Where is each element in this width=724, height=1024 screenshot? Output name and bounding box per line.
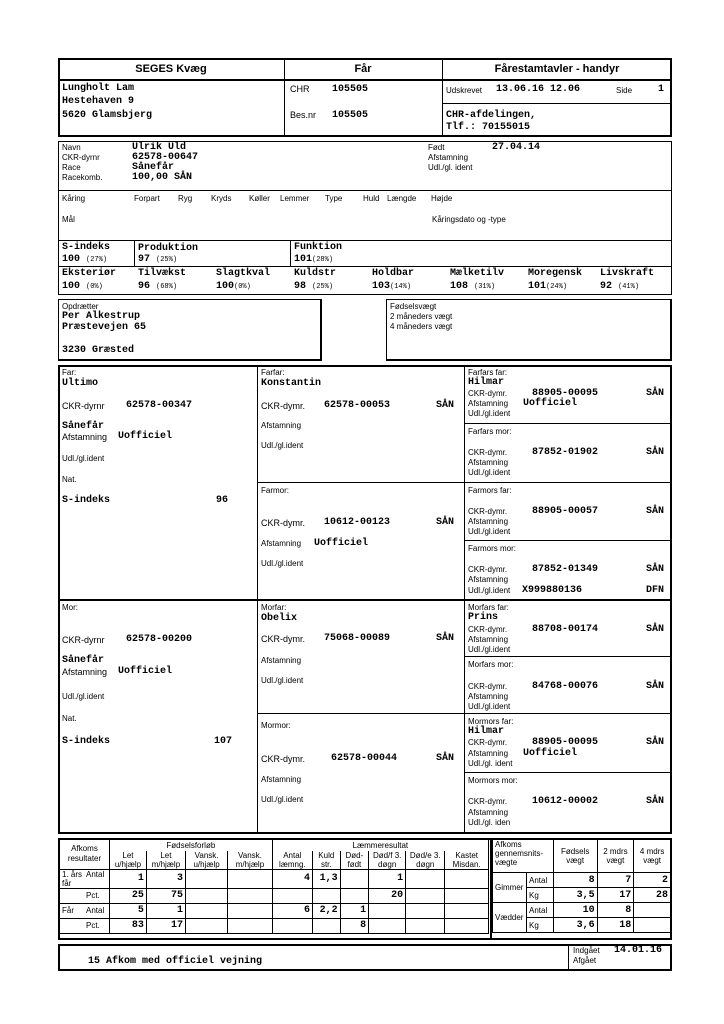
far-label: Far: — [62, 368, 77, 377]
ff-far-name: Hilmar — [468, 377, 505, 388]
ff-far-ckr-label: CKR-dymr. — [468, 389, 508, 398]
kaaring-huld: Huld — [363, 194, 380, 203]
mormor-race: SÅN — [436, 753, 455, 764]
ff-far-label: Farfars far: — [468, 368, 508, 377]
index-livskraft-value: 92 (41%) — [600, 281, 640, 292]
index-kuldstr-label: Kuldstr — [294, 268, 337, 279]
mor-afst-label: Afstamning — [62, 667, 108, 677]
cell — [340, 869, 369, 888]
mf-far-race: SÅN — [646, 624, 665, 635]
mf-far-udl-label: Udl./gl.ident — [468, 645, 511, 654]
kaaring-ryg: Ryg — [178, 194, 193, 203]
mm-far-udl-label: Udl./gl. ident — [468, 759, 513, 768]
print-datetime: 13.06.16 12.06 — [496, 84, 581, 95]
index-holdbar-label: Holdbar — [372, 268, 415, 279]
farmor-afst-label: Afstamning — [261, 539, 302, 548]
row-type: Antal — [86, 906, 105, 915]
header-title: Fårestamtavler - handyr — [494, 63, 620, 75]
farfar-udl-label: Udl./gl.ident — [261, 441, 304, 450]
morfar-afst-label: Afstamning — [261, 656, 302, 665]
print-label: Udskrevet — [446, 86, 483, 95]
cell: 3,5 — [553, 888, 597, 903]
row-group: 1. års får — [62, 869, 83, 888]
col-vansk-m: Vansk. m/hjælp — [228, 851, 272, 870]
mm-far-ckr: 88905-00095 — [532, 737, 599, 748]
row-type: Antal — [527, 903, 554, 918]
cell: 17 — [597, 888, 634, 903]
cell: 1 — [146, 903, 185, 918]
index-slagtkval-label: Slagtkval — [216, 268, 271, 279]
row-type: Pct. — [86, 921, 100, 930]
offspring-laem-head: Læmmeresultat — [272, 840, 488, 851]
ff-mor-ckr-label: CKR-dymr. — [468, 448, 508, 457]
mor-ckr-label: CKR-dyrnr — [62, 635, 105, 645]
mm-mor-label: Mormors mor: — [468, 776, 518, 785]
sindeks-value: 100 (27%) — [62, 254, 108, 265]
kaaring-hojde: Højde — [431, 194, 453, 203]
row-group: Gimmer — [493, 873, 527, 903]
mm-far-race: SÅN — [646, 737, 665, 748]
cell: 4 — [272, 869, 312, 888]
index-eksterior-value: 100 (0%) — [62, 281, 103, 292]
far-ckr: 62578-00347 — [126, 400, 193, 411]
mor-sindeks: 107 — [214, 736, 233, 747]
offspring-table — [59, 839, 489, 934]
cell: 83 — [110, 918, 147, 933]
offspring-afkoms: Afkoms — [71, 844, 98, 854]
funktion-label: Funktion — [294, 242, 343, 253]
fm-mor-afst-label: Afstamning — [468, 575, 509, 584]
far-sindeks-label: S-indeks — [62, 495, 111, 506]
index-moregensk-value: 101(24%) — [528, 281, 568, 292]
row-type: Antal — [527, 873, 554, 888]
mor-sindeks-label: S-indeks — [62, 736, 111, 747]
cell: 5 — [110, 903, 147, 918]
cell: 3,6 — [553, 918, 597, 933]
far-name: Ultimo — [62, 378, 99, 389]
owner-line3: 5620 Glamsbjerg — [62, 110, 153, 121]
offspring-foedsel-head: Fødselsforløb — [110, 840, 273, 851]
footer-text: 15 Afkom med officiel vejning — [88, 956, 263, 967]
cell — [272, 888, 312, 903]
produktion-label: Produktion — [138, 243, 199, 254]
cell: 7 — [597, 873, 634, 888]
col-doedfoedt: Død-født — [340, 851, 369, 870]
fm-far-ckr: 88905-00057 — [532, 506, 599, 517]
index-livskraft-label: Livskraft — [600, 268, 655, 279]
breeder-addr: Præstevejen 65 — [62, 322, 147, 333]
animal-born: 27.04.14 — [492, 142, 541, 153]
farmor-udl-label: Udl./gl.ident — [261, 559, 304, 568]
mm-mor-udl-label: Udl./gl. iden — [468, 818, 511, 827]
animal-racekomb: 100,00 SÅN — [132, 172, 193, 183]
cell — [406, 903, 445, 918]
mormor-afst-label: Afstamning — [261, 775, 302, 784]
index-holdbar-value: 103(14%) — [372, 281, 412, 292]
mm-mor-ckr: 10612-00002 — [532, 796, 599, 807]
dept-line1: CHR-afdelingen, — [446, 110, 537, 121]
table-row — [493, 873, 671, 888]
fm-mor-udl-race: DFN — [646, 585, 665, 596]
cell — [228, 903, 272, 918]
animal-ckr: 62578-00647 — [132, 152, 199, 163]
row-type: Antal — [86, 869, 105, 879]
header-species: Får — [354, 63, 372, 75]
cell: 2 — [634, 873, 671, 888]
col-let-m: Let m/hjælp — [146, 851, 185, 870]
mf-far-name: Prins — [468, 612, 499, 623]
mor-afst: Uofficiel — [118, 666, 173, 677]
row-group — [60, 891, 86, 900]
mormor-udl-label: Udl./gl.ident — [261, 795, 304, 804]
mf-far-ckr: 88708-00174 — [532, 624, 599, 635]
mm-mor-afst-label: Afstamning — [468, 808, 509, 817]
kaaring-type: Type — [325, 194, 343, 203]
table-row — [60, 903, 489, 918]
far-udl-label: Udl./gl.ident — [62, 454, 105, 463]
far-ckr-label: CKR-dyrnr — [62, 401, 105, 411]
mf-mor-afst-label: Afstamning — [468, 692, 509, 701]
ff-far-afst: Uofficiel — [523, 398, 578, 409]
growth-4m-head: 4 mdrs vægt — [634, 840, 671, 873]
cell — [228, 888, 272, 903]
row-type: Pct. — [86, 891, 100, 900]
mormor-ckr: 62578-00044 — [331, 753, 398, 764]
mf-far-label: Morfars far: — [468, 603, 509, 612]
cell — [185, 888, 227, 903]
cell: 2,2 — [312, 903, 340, 918]
breeder-city: 3230 Græsted — [62, 345, 135, 356]
mm-far-afst-label: Afstamning — [468, 749, 509, 758]
ff-mor-race: SÅN — [646, 447, 665, 458]
cell: 75 — [146, 888, 185, 903]
farfar-race: SÅN — [436, 400, 455, 411]
cell — [185, 918, 227, 933]
morfar-ckr-label: CKR-dymr. — [261, 634, 306, 644]
funktion-value: 101(28%) — [294, 254, 334, 265]
morfar-name: Obelix — [261, 613, 298, 624]
mm-mor-ckr-label: CKR-dymr. — [468, 797, 508, 806]
cell — [369, 903, 406, 918]
udl-label: Udl./gl. ident — [428, 163, 473, 172]
col-let-u: Let u/hjælp — [110, 851, 147, 870]
fm-far-afst-label: Afstamning — [468, 517, 509, 526]
ff-far-race: SÅN — [646, 388, 665, 399]
col-antal-laemng: Antal læmng. — [272, 851, 312, 870]
ff-far-afst-label: Afstamning — [468, 399, 509, 408]
cell — [634, 903, 671, 918]
fm-far-label: Farmors far: — [468, 486, 512, 495]
cell — [228, 918, 272, 933]
fm-mor-udl-label: Udl./gl.ident — [468, 586, 511, 595]
chr-label: CHR — [290, 84, 310, 94]
fm-far-udl-label: Udl./gl.ident — [468, 527, 511, 536]
ff-mor-udl-label: Udl./gl.ident — [468, 468, 511, 477]
far-sindeks: 96 — [216, 495, 229, 506]
cell: 8 — [597, 903, 634, 918]
ff-far-ckr: 88905-00095 — [532, 388, 599, 399]
produktion-value: 97 (25%) — [138, 254, 178, 265]
mor-udl-label: Udl./gl.ident — [62, 692, 105, 701]
cell — [406, 888, 445, 903]
dept-line2: Tlf.: 70155015 — [446, 122, 531, 133]
mf-mor-label: Morfars mor: — [468, 660, 514, 669]
born-label: Født — [428, 143, 445, 152]
farfar-label: Farfar: — [261, 368, 285, 377]
farfar-afst-label: Afstamning — [261, 421, 302, 430]
index-slagtkval-value: 100(0%) — [216, 281, 251, 292]
mf-far-afst-label: Afstamning — [468, 635, 509, 644]
kaaring-date-label: Kåringsdato og -type — [432, 215, 506, 224]
kaaring-label: Kåring — [62, 194, 86, 203]
fm-mor-label: Farmors mor: — [468, 544, 516, 553]
growth-2m-head: 2 mdrs vægt — [597, 840, 634, 873]
mm-far-name: Hilmar — [468, 726, 505, 737]
owner-line2: Hestehaven 9 — [62, 96, 135, 107]
index-kuldstr-value: 98 (25%) — [294, 281, 334, 292]
col-doed-f: Død/f 3. døgn — [369, 851, 406, 870]
growth-foedsel-head: Fødsels vægt — [553, 840, 597, 873]
row-type: Kg — [527, 888, 554, 903]
index-maelketilv-value: 108 (31%) — [450, 281, 496, 292]
mor-nat-label: Nat. — [62, 714, 77, 723]
mf-far-ckr-label: CKR-dymr. — [468, 625, 508, 634]
cell: 17 — [146, 918, 185, 933]
table-row — [60, 869, 489, 888]
index-tilvaekst-label: Tilvækst — [138, 268, 187, 279]
far-afst: Uofficiel — [118, 431, 173, 442]
far-afst-label: Afstamning — [62, 432, 108, 442]
index-tilvaekst-value: 96 (68%) — [138, 281, 178, 292]
besnr-label: Bes.nr — [290, 110, 317, 120]
mf-mor-udl-label: Udl./gl.ident — [468, 702, 511, 711]
row-group: Vædder — [493, 903, 527, 933]
besnr-value: 105505 — [332, 110, 369, 121]
cell: 10 — [553, 903, 597, 918]
farmor-afst: Uofficiel — [314, 538, 369, 549]
row-type: Kg — [527, 918, 554, 933]
farmor-label: Farmor: — [261, 486, 289, 495]
kaaring-laengde: Længde — [387, 194, 417, 203]
index-moregensk-label: Moregensk — [528, 268, 583, 279]
morfar-udl-label: Udl./gl.ident — [261, 676, 304, 685]
cell: 25 — [110, 888, 147, 903]
breeder-name: Per Alkestrup — [62, 311, 141, 322]
weight-4m-label: 4 måneders vægt — [390, 322, 453, 331]
kaaring-forpart: Forpart — [134, 194, 160, 203]
mor-ckr: 62578-00200 — [126, 634, 193, 645]
animal-race: Sånefår — [132, 162, 175, 173]
cell: 3 — [146, 869, 185, 888]
kaaring-koller: Køller — [249, 194, 270, 203]
kaaring-lemmer: Lemmer — [280, 194, 310, 203]
racekomb-label: Racekomb. — [62, 173, 103, 182]
cell — [312, 918, 340, 933]
ckr-label: CKR-dyrnr — [62, 153, 100, 162]
morfar-label: Morfar: — [261, 603, 287, 612]
cell — [445, 903, 489, 918]
mormor-ckr-label: CKR-dymr. — [261, 754, 306, 764]
cell — [369, 918, 406, 933]
fm-far-ckr-label: CKR-dymr. — [468, 507, 508, 516]
table-row — [493, 903, 671, 918]
footer-out-label: Afgået — [573, 956, 597, 965]
col-doed-e: Død/e 3. døgn — [406, 851, 445, 870]
cell — [445, 888, 489, 903]
farmor-ckr: 10612-00123 — [324, 517, 391, 528]
mf-mor-ckr: 84768-00076 — [532, 681, 599, 692]
cell — [272, 918, 312, 933]
footer-in-date: 14.01.16 — [614, 945, 663, 956]
farfar-name: Konstantin — [261, 378, 322, 389]
mormor-label: Mormor: — [261, 721, 291, 730]
col-vansk-u: Vansk. u/hjælp — [185, 851, 227, 870]
index-eksterior-label: Eksteriør — [62, 268, 117, 279]
fm-far-race: SÅN — [646, 506, 665, 517]
cell: 1 — [340, 903, 369, 918]
ff-mor-afst-label: Afstamning — [468, 458, 509, 467]
cell — [312, 888, 340, 903]
breeder-label: Opdrætter — [62, 302, 99, 311]
ff-far-udl-label: Udl./gl.ident — [468, 409, 511, 418]
name-label: Navn — [62, 143, 81, 152]
ff-mor-label: Farfars mor: — [468, 427, 512, 436]
cell — [634, 918, 671, 933]
mor-race: Sånefår — [62, 655, 105, 666]
row-group: Får — [62, 906, 74, 915]
birth-weight-label: Fødselsvægt — [390, 302, 437, 311]
kaaring-kryds: Kryds — [211, 194, 232, 203]
cell — [228, 869, 272, 888]
table-row — [60, 918, 489, 933]
cell — [185, 869, 227, 888]
cell — [445, 869, 489, 888]
growth-table — [492, 839, 671, 933]
mf-mor-race: SÅN — [646, 681, 665, 692]
index-maelketilv-label: Mælketilv — [450, 268, 505, 279]
mm-far-afst: Uofficiel — [523, 748, 578, 759]
morfar-ckr: 75068-00089 — [324, 633, 391, 644]
cell — [340, 888, 369, 903]
chr-value: 105505 — [332, 84, 369, 95]
animal-name: Ulrik Uld — [132, 142, 187, 153]
mm-far-label: Mormors far: — [468, 717, 514, 726]
table-row — [60, 888, 489, 903]
farmor-race: SÅN — [436, 517, 455, 528]
fm-mor-udl: X999880136 — [522, 585, 583, 596]
sindeks-label: S-indeks — [62, 242, 111, 253]
weight-2m-label: 2 måneders vægt — [390, 312, 453, 321]
cell: 6 — [272, 903, 312, 918]
col-kuld-str: Kuld str. — [312, 851, 340, 870]
maal-label: Mål — [62, 215, 75, 224]
cell: 8 — [340, 918, 369, 933]
owner-line1: Lungholt Lam — [62, 83, 135, 94]
cell: 1,3 — [312, 869, 340, 888]
cell: 8 — [553, 873, 597, 888]
mm-mor-race: SÅN — [646, 796, 665, 807]
cell — [445, 918, 489, 933]
farmor-ckr-label: CKR-dymr. — [261, 518, 306, 528]
morfar-race: SÅN — [436, 633, 455, 644]
cell: 20 — [369, 888, 406, 903]
cell: 1 — [110, 869, 147, 888]
afst-label: Afstamning — [428, 153, 469, 162]
far-nat-label: Nat. — [62, 475, 77, 484]
fm-mor-race: SÅN — [646, 564, 665, 575]
farfar-ckr: 62578-00053 — [324, 400, 391, 411]
mor-label: Mor: — [62, 603, 78, 612]
col-kastet: Kastet Misdan. — [445, 851, 489, 870]
cell — [406, 918, 445, 933]
far-race: Sånefår — [62, 421, 105, 432]
mf-mor-ckr-label: CKR-dymr. — [468, 682, 508, 691]
cell: 1 — [369, 869, 406, 888]
header-org: SEGES Kvæg — [135, 63, 207, 75]
page-number: 1 — [658, 84, 665, 95]
mm-far-ckr-label: CKR-dymr. — [468, 738, 508, 747]
page-label: Side — [616, 86, 633, 95]
fm-mor-ckr: 87852-01349 — [532, 564, 599, 575]
ff-mor-ckr: 87852-01902 — [532, 447, 599, 458]
row-group — [60, 921, 86, 930]
offspring-resultater: resultater — [67, 854, 102, 864]
footer-in-label: Indgået — [573, 946, 600, 955]
growth-afkoms-head: Afkoms gennemsnits-vægte — [493, 840, 554, 873]
cell: 18 — [597, 918, 634, 933]
race-label: Race — [62, 163, 81, 172]
farfar-ckr-label: CKR-dymr. — [261, 401, 306, 411]
fm-mor-ckr-label: CKR-dymr. — [468, 565, 508, 574]
cell — [406, 869, 445, 888]
cell: 28 — [634, 888, 671, 903]
cell — [185, 903, 227, 918]
